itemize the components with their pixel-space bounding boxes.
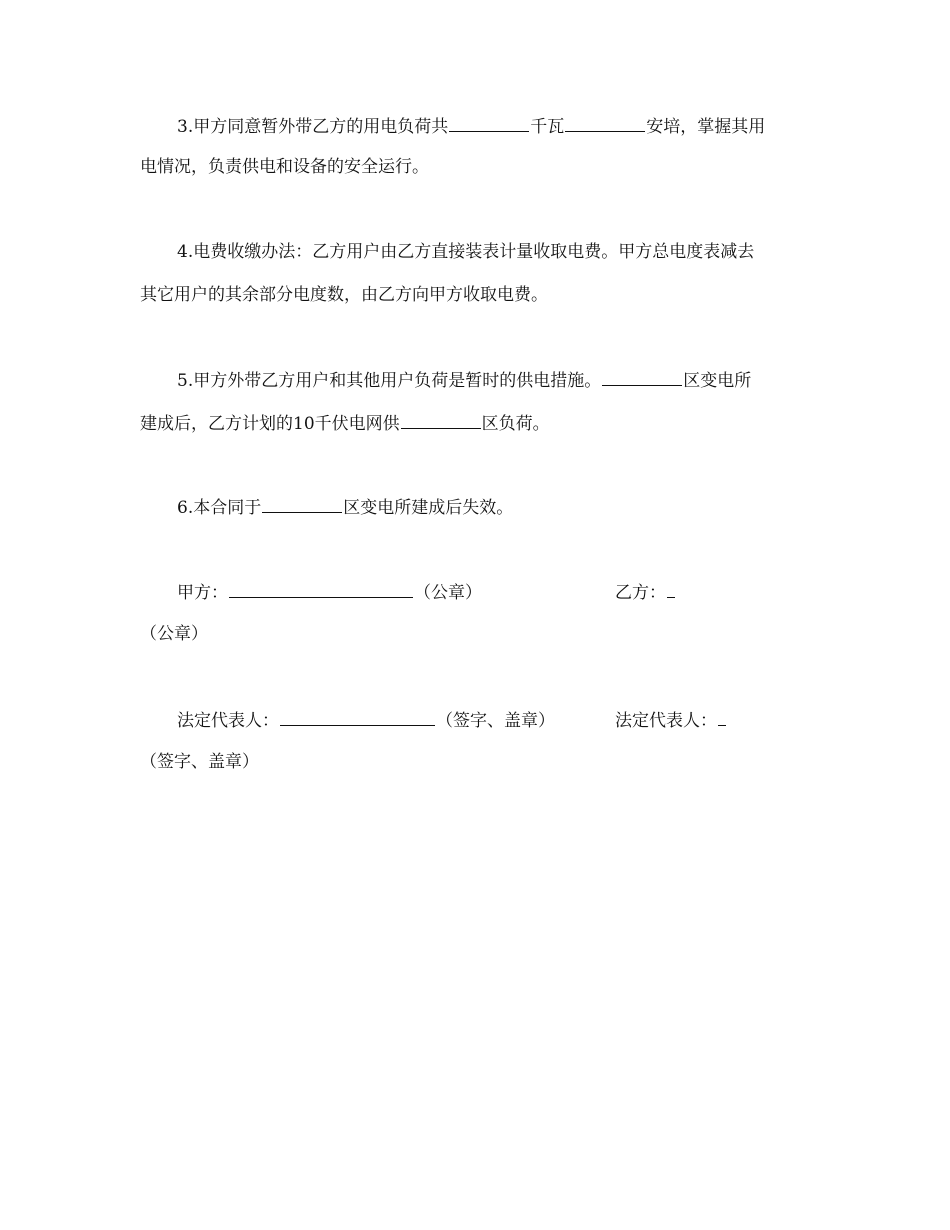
legal-rep-b-row bbox=[615, 708, 727, 730]
clause-5-text-d: 区负荷。 bbox=[481, 414, 550, 434]
clause-3-line-2 bbox=[140, 156, 429, 178]
load-ampere-blank[interactable] bbox=[565, 114, 645, 132]
clause-3-text-a: 3.甲方同意暂外带乙方的用电负荷共 bbox=[177, 117, 449, 137]
legal-rep-a-label: 法定代表人： bbox=[177, 711, 279, 731]
legal-rep-a-blank[interactable] bbox=[280, 708, 435, 726]
clause-3-text-b: 千瓦 bbox=[530, 117, 565, 137]
party-b-seal: （公章） bbox=[140, 624, 208, 644]
clause-5-line-1 bbox=[177, 368, 751, 390]
party-a-label: 甲方： bbox=[177, 583, 228, 603]
party-a-row bbox=[177, 580, 482, 602]
legal-rep-b-label: 法定代表人： bbox=[615, 711, 717, 731]
legal-rep-a-note: （签字、盖章） bbox=[436, 711, 555, 731]
expiry-substation-blank[interactable] bbox=[262, 495, 342, 513]
clause-5-text-a: 5.甲方外带乙方用户和其他用户负荷是暂时的供电措施。 bbox=[177, 371, 602, 391]
clause-3-text-d: 电情况，负责供电和设备的安全运行。 bbox=[140, 157, 429, 177]
clause-4-line-1 bbox=[177, 241, 754, 263]
clause-5-line-2 bbox=[140, 411, 550, 433]
clause-4-text-a: 4.电费收缴办法：乙方用户由乙方直接装表计量收取电费。甲方总电度表减去 bbox=[177, 242, 755, 262]
clause-4-line-2 bbox=[140, 284, 548, 306]
party-a-seal: （公章） bbox=[414, 583, 482, 603]
party-b-seal-row bbox=[140, 623, 208, 645]
clause-6-text-b: 区变电所建成后失效。 bbox=[343, 498, 514, 518]
legal-rep-b-note: （签字、盖章） bbox=[140, 752, 259, 772]
supply-district-blank[interactable] bbox=[401, 411, 481, 429]
clause-6-text-a: 6.本合同于 bbox=[177, 498, 262, 518]
clause-6-line bbox=[177, 495, 513, 517]
clause-5-text-b: 区变电所 bbox=[683, 371, 752, 391]
clause-3-line-1 bbox=[177, 114, 765, 136]
clause-4-text-b: 其它用户的其余部分电度数，由乙方向甲方收取电费。 bbox=[140, 285, 548, 305]
party-b-name-blank[interactable] bbox=[667, 580, 675, 598]
legal-rep-b-blank[interactable] bbox=[718, 708, 726, 726]
legal-rep-b-note-row bbox=[140, 751, 259, 773]
clause-3-text-c: 安培，掌握其用 bbox=[646, 117, 766, 137]
party-b-label: 乙方： bbox=[615, 583, 666, 603]
clause-5-text-c: 建成后，乙方计划的10千伏电网供 bbox=[140, 414, 400, 434]
party-b-row bbox=[615, 580, 676, 602]
substation-name-blank[interactable] bbox=[602, 368, 682, 386]
load-kw-blank[interactable] bbox=[449, 114, 529, 132]
legal-rep-a-row bbox=[177, 708, 555, 730]
party-a-name-blank[interactable] bbox=[229, 580, 413, 598]
